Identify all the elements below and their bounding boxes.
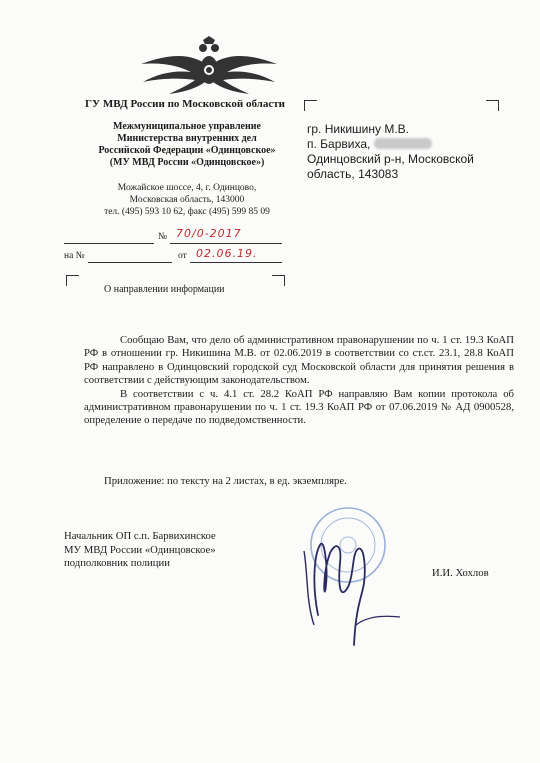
subject-corner-left [66, 275, 79, 286]
recipient-name: гр. Никишину М.В. [307, 122, 409, 136]
org-name-block [78, 121, 296, 169]
subject-line: О направлении информации [104, 284, 225, 295]
eagle-emblem-icon [133, 36, 285, 96]
body-paragraph: В соответствии с ч. 4.1 ст. 28.2 КоАП РФ направляю Вам копии протокола об административном правонарушении по ч. 1 ст. 19.3 КоАП РФ от 07.06.2019 № АД 0900528, определение о передаче по подведомственности. [84, 387, 514, 427]
letter-body [84, 334, 514, 428]
position-line: Начальник ОП с.п. Барвихинское [64, 530, 216, 542]
signatory-position [64, 530, 216, 571]
org-name-line: Межмуниципальное управление [113, 121, 261, 132]
signatory-name: И.И. Хохлов [432, 567, 489, 579]
redacted-address [374, 138, 432, 149]
date-underline [190, 262, 282, 263]
org-name-line: (МУ МВД России «Одинцовское») [109, 157, 265, 168]
number-label: № [158, 232, 168, 242]
date-label: от [178, 251, 187, 261]
registration-number-handwritten: 70/0-2017 [176, 227, 242, 240]
recipient-address [307, 122, 507, 182]
handwritten-signature-icon [296, 505, 404, 655]
date-handwritten: 02.06.19. [196, 247, 258, 260]
attachment-note: Приложение: по тексту на 2 листах, в ед. экземпляре. [104, 475, 347, 487]
org-name-line: Министерства внутренних дел [117, 133, 257, 144]
org-name-line: Российской Федерации «Одинцовское» [98, 145, 276, 156]
body-paragraph: Сообщаю Вам, что дело об административном правонарушении по ч. 1 ст. 19.3 КоАП РФ в отношении гр. Никишина М.В. от 02.06.2019 в соответствии со ст.ст. 23.1, 28.8 КоАП РФ направлено в Одинцовский городской суд Московской области для принятия решения в соответствии с действующим законодательством. [84, 334, 514, 387]
recipient-corner-right [486, 100, 499, 111]
number-underline [170, 243, 282, 244]
org-parent-name: ГУ МВД России по Московской области [85, 98, 285, 110]
reply-number-label: на № [64, 251, 85, 261]
recipient-line: п. Барвиха, [307, 137, 507, 152]
recipient-corner-left [304, 100, 317, 111]
address-line: тел. (495) 593 10 62, факс (495) 599 85 09 [104, 207, 270, 217]
reply-number-line [88, 262, 172, 263]
subject-corner-right [272, 275, 285, 286]
position-line: МУ МВД России «Одинцовское» [64, 543, 216, 556]
position-line: подполковник полиции [64, 557, 170, 569]
address-line: Московская область, 143000 [129, 195, 245, 205]
org-address-block [78, 182, 296, 218]
address-line: Можайское шоссе, 4, г. Одинцово, [117, 183, 257, 193]
recipient-line: область, 143083 [307, 167, 399, 181]
number-blank-line [64, 243, 154, 244]
recipient-line: Одинцовский р-н, Московской [307, 152, 474, 166]
